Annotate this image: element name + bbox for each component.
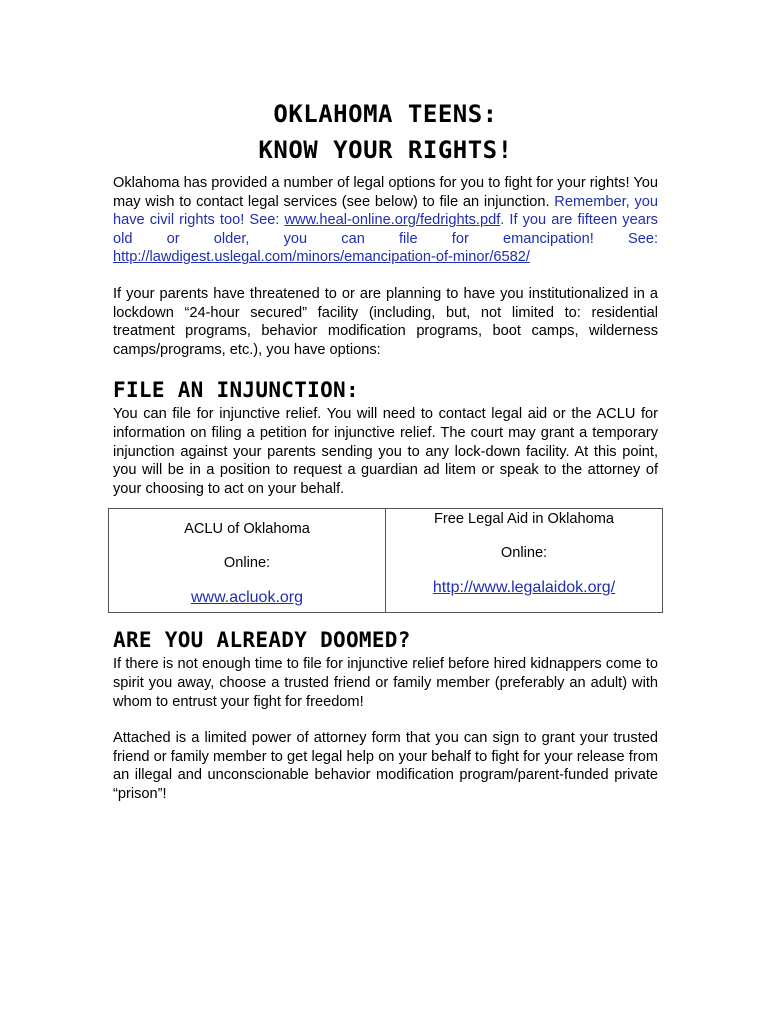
power-of-attorney-paragraph: Attached is a limited power of attorney form that you can sign to grant your trusted friend or family member to get legal help on your behalf to fight for your release from an illegal and unconscionable behavior modification program/parent-funded private “prison”! <box>113 730 658 802</box>
aclu-link[interactable]: www.acluok.org <box>190 589 304 607</box>
title-line-1: OKLAHOMA TEENS: <box>273 100 498 128</box>
aclu-cell <box>109 509 386 613</box>
document-title <box>113 92 658 168</box>
intro-civil-rights-text: Remember, you have civil rights too! See: <box>113 193 658 229</box>
institutionalized-paragraph: If your parents have threatened to or are planning to have you institutionalized in a lockdown “24-hour secured” facility (including, but, not limited to: residential treatment programs, behavior modification programs, boot camps, wilderness camps/programs, etc.), you have options: <box>113 285 658 358</box>
aclu-online-label: Online: <box>223 555 271 572</box>
legal-aid-name: Free Legal Aid in Oklahoma <box>433 511 615 528</box>
heading-already-doomed: ARE YOU ALREADY DOOMED? <box>113 628 411 653</box>
intro-emancipation-text: . If you are fifteen years old or older, you can file for emancipation! See: <box>113 212 658 247</box>
heal-online-link[interactable]: www.heal-online.org/fedrights.pdf <box>284 212 501 229</box>
uslegal-emancipation-link[interactable]: http://lawdigest.uslegal.com/minors/emancipation-of-minor/6582/ <box>113 249 530 266</box>
title-line-2: KNOW YOUR RIGHTS! <box>258 136 513 164</box>
doomed-paragraph: If there is not enough time to file for injunctive relief before hired kidnappers come to spirit you away, choose a trusted friend or family member (preferably an adult) with whom to entrust your fight for freedom! <box>113 656 658 710</box>
heading-file-injunction: FILE AN INJUNCTION: <box>113 378 359 403</box>
legal-aid-link[interactable]: http://www.legalaidok.org/ <box>432 579 616 597</box>
document-page <box>113 92 658 803</box>
legal-aid-table <box>108 508 663 613</box>
injunction-paragraph: You can file for injunctive relief. You will need to contact legal aid or the ACLU for information on filing a petition for injunctive relief. The court may grant a temporary injunction against your parents sending you to any lock-down facility. At this point, you will be in a position to request a guardian ad litem or speak to the attorney of your choosing to act on your behalf. <box>113 406 658 497</box>
intro-paragraph <box>113 174 658 267</box>
aclu-name: ACLU of Oklahoma <box>184 521 310 538</box>
spacer <box>113 267 658 285</box>
legal-aid-online-label: Online: <box>500 545 548 562</box>
intro-sentence-1: Oklahoma has provided a number of legal options for you to fight for your rights! You may wish to contact legal services (see below) to file an injunction. <box>113 175 658 210</box>
legal-aid-cell <box>386 509 663 613</box>
spacer <box>113 711 658 729</box>
